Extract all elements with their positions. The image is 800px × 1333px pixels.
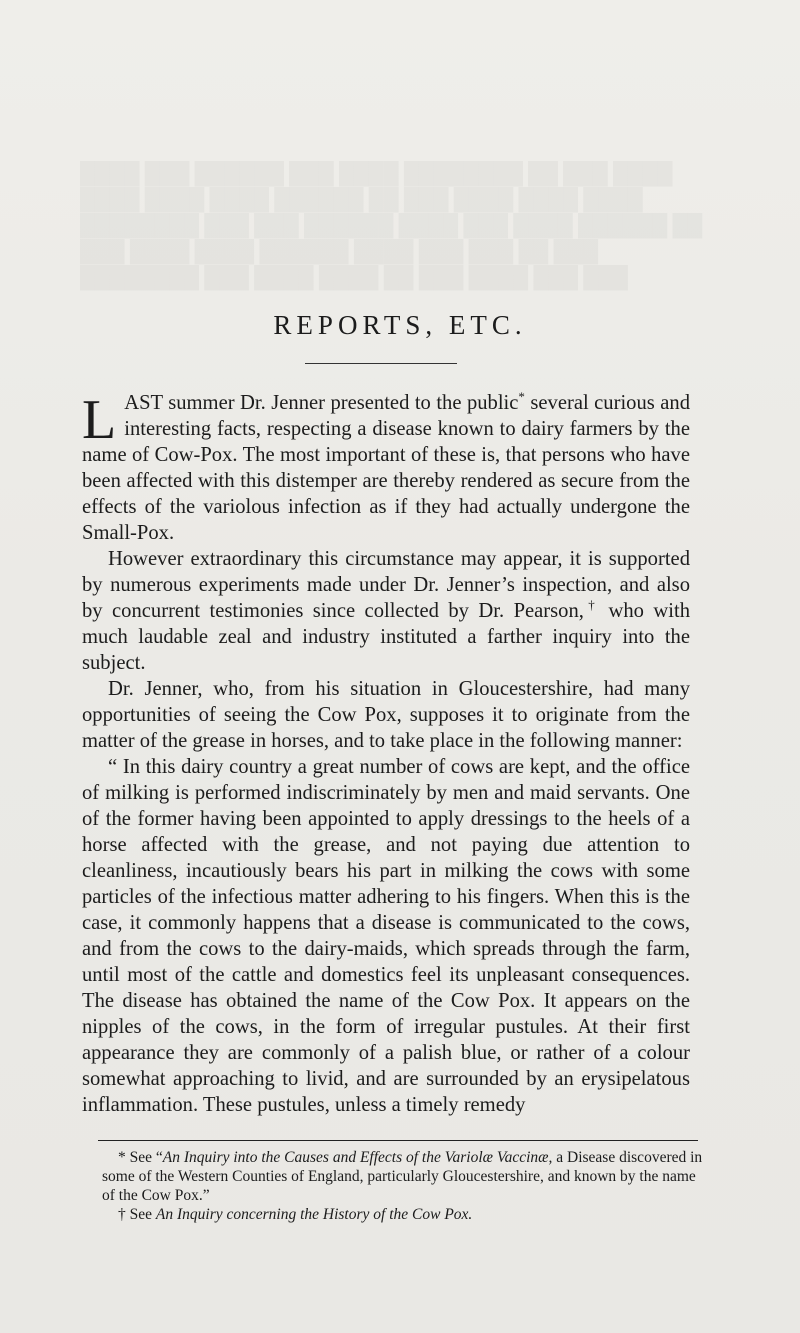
footnote-title: An Inquiry into the Causes and Effects of the Variolæ Vaccinæ,	[162, 1149, 553, 1166]
footnote	[102, 1148, 706, 1205]
body-text	[82, 390, 690, 1118]
footnote-mark: *	[118, 1149, 126, 1166]
paragraph-text: AST summer Dr. Jenner presented to the public	[124, 392, 519, 414]
drop-cap: L	[82, 389, 117, 451]
paragraph: Dr. Jenner, who, from his situation in Gloucestershire, had many opportunities of seeing the Cow Pox, supposes it to originate from the matter of the grease in horses, and to take place in the following manner:	[82, 678, 690, 752]
footnote-mark: †	[118, 1206, 126, 1223]
paragraph-text: who with much laudable zeal and industry instituted a farther inquiry into the subject.	[82, 600, 691, 674]
paragraph-text: However extraordinary this circumstance may appear, it is supported by numerous experiments made under Dr. Jenner’s inspection, and also by concurrent testimonies since collected by Dr. Pearson,	[82, 548, 690, 622]
title-rule	[305, 363, 457, 364]
show-through-text: ████ ███ ██████ ███ ████ ████████ ██ ███ ████ ████ ████ ████ ██████ ██ ███ ████ ████ ████ ████████ ███ ███ ██████ ████ ███ ████ ██████ ██ ███ ████ ████ ██████ ████ ███ ███ ██ ███ ████████ ███ ████ ████ ██ ███ ████ ███ ███	[80, 161, 703, 289]
paragraph-text: several curious and interesting facts, respecting a disease known to dairy farmers by the name of Cow-Pox. The most important of these is, that persons who have been affected with this distemper are thereby rendered as secure from the effects of the variolous infection as if they had actually undergone the Small-Pox.	[82, 392, 690, 544]
footnote	[102, 1205, 706, 1224]
footnotes	[102, 1148, 706, 1224]
footnote-mark: †	[583, 597, 600, 613]
footnote-mark: *	[518, 389, 525, 405]
footnote-rule	[98, 1140, 698, 1141]
paragraph: “ In this dairy country a great number of cows are kept, and the office of milking is performed indiscriminately by men and maid servants. One of the former having been appointed to apply dressings to the heels of a horse affected with the grease, and not paying due attention to cleanliness, incautiously bears his part in milking the cows with some particles of the infectious matter adhering to his fingers. When this is the case, it commonly happens that a disease is communicated to the cows, and from the cows to the dairy-maids, which spreads through the farm, until most of the cattle and domestics feel its unpleasant consequences. The disease has obtained the name of the Cow Pox. It appears on the nipples of the cows, in the form of irregular pustules. At their first appearance they are commonly of a palish blue, or rather of a colour somewhat approaching to livid, and are surrounded by an erysipelatous inflammation. These pustules, unless a timely remedy	[82, 756, 690, 1116]
paragraph	[82, 390, 690, 546]
page-title: REPORTS, ETC.	[273, 310, 527, 340]
paragraph	[82, 546, 690, 676]
footnote-text: See	[125, 1206, 156, 1223]
footnote-title: An Inquiry concerning the History of the Cow Pox.	[155, 1206, 473, 1223]
footnote-text: a Disease discovered in some of the Western Counties of England, particularly Gloucestershire, and known by the name of the Cow Pox.”	[102, 1149, 703, 1204]
footnote-text: See “	[125, 1149, 163, 1166]
